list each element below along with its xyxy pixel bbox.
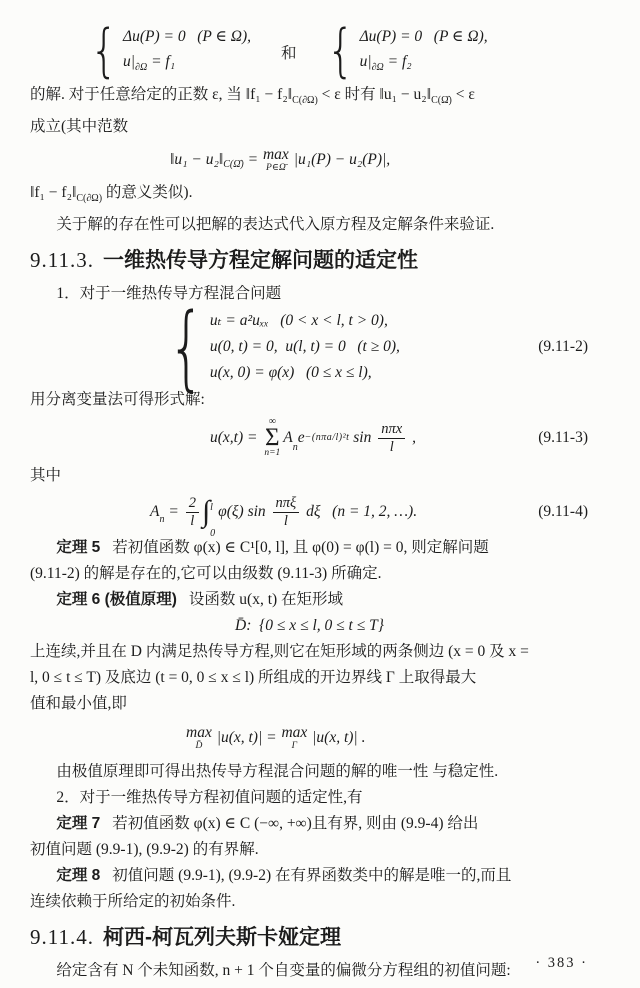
integral-icon: ∫ (201, 495, 211, 528)
section-number: 9.11.4. (30, 925, 94, 949)
text-run: 设函数 u(x, t) 在矩形域 (188, 591, 344, 608)
math-text: |u₁(P) − u₂(P)|, (289, 151, 391, 168)
fraction (186, 495, 199, 529)
text-run: 的意义类似). (102, 184, 193, 201)
domain-line (235, 613, 610, 639)
theorem-7-line (30, 837, 610, 863)
series-solution-equation (210, 413, 610, 463)
integral-limits (210, 495, 216, 539)
math-text: u| (359, 53, 372, 70)
subscript: C(∂Ω) (76, 193, 103, 204)
theorem-6-line (30, 665, 610, 691)
fraction (273, 495, 300, 529)
max-text: max (262, 145, 289, 163)
theorem-5-line (30, 535, 610, 561)
math-text: Δu(P) = 0 (P ∈ Ω), (359, 28, 488, 45)
system-line (123, 49, 251, 80)
system-lines (360, 24, 488, 80)
summation-symbol (264, 417, 280, 459)
section-title: 柯西-柯瓦列夫斯卡娅定理 (102, 926, 341, 949)
math-text: u| (123, 53, 136, 70)
math-text: ‖f₁ − f₂‖ (30, 184, 77, 201)
text-run: 成立(其中范数 (30, 118, 129, 135)
laplace-system-left (90, 18, 252, 85)
theorem-label: 定理 8 (56, 867, 101, 884)
math-text: , (408, 429, 416, 446)
text-run: 初值问题 (9.9-1), (9.9-2) 在有界函数类中的解是唯一的,而且 (112, 867, 512, 884)
text-run: 给定含有 N 个未知函数, n + 1 个自变量的偏微分方程组的初值问题: (56, 962, 511, 979)
sum-lower-limit: n=1 (264, 448, 281, 459)
section-number: 9.11.3. (30, 248, 94, 272)
equation-line (210, 334, 400, 360)
text-run: 其中 (30, 467, 62, 484)
text-run: (9.11-2) 的解是存在的,它可以由级数 (9.11-3) 所确定. (30, 565, 382, 582)
fraction-denominator: l (389, 438, 394, 455)
theorem-6-line (30, 691, 610, 717)
math-text: φ(ξ) sin (218, 503, 270, 520)
math-text: e (297, 429, 305, 446)
max-operator (186, 725, 212, 752)
math-text: = f₂ (383, 53, 412, 70)
section-heading-9-11-3 (30, 247, 610, 274)
max-limit: D̄ (195, 741, 203, 751)
math-text: |u(x, t)| . (308, 729, 366, 746)
fraction (378, 421, 405, 455)
coefficient-equation (150, 489, 610, 539)
equation-line (210, 360, 400, 386)
max-operator (263, 147, 289, 174)
text-run: 的解. 对于任意给定的正数 ε, 当 ‖f₁ − f₂‖ (30, 86, 293, 103)
paragraph-line (30, 958, 610, 984)
exponent: −(nπa/l)²t (304, 432, 350, 443)
fraction-numerator: nπx (378, 421, 405, 439)
math-text: = (243, 151, 262, 168)
equation-lines (210, 308, 400, 386)
equation-number: (9.11-3) (538, 429, 588, 446)
sigma-icon: Σ (265, 424, 280, 452)
system-line (123, 24, 251, 49)
left-brace: { (90, 18, 118, 85)
max-principle-equation (185, 717, 610, 759)
math-text: u(0, t) = 0, u(l, t) = 0 (t ≥ 0), (209, 338, 400, 355)
paragraph-line (30, 212, 610, 238)
text-run: < ε (451, 86, 475, 103)
subscript: C(∂Ω) (292, 95, 318, 106)
theorem-8-line (30, 863, 610, 889)
text-run: 由极值原理即可得出热传导方程混合问题的解的唯一性 与稳定性. (56, 763, 499, 780)
theorem-6-line (30, 587, 610, 613)
section-heading-9-11-4 (30, 924, 610, 951)
mixed-problem-equation (168, 292, 610, 402)
paragraph-line (30, 180, 610, 212)
system-line (360, 49, 488, 80)
section-title: 一维热传导方程定解问题的适定性 (102, 249, 418, 272)
integral-lower-limit: 0 (210, 528, 216, 539)
paragraph-line (30, 759, 610, 785)
theorem-label: 定理 5 (56, 539, 101, 556)
equation-line (210, 308, 400, 334)
system-lines (123, 24, 251, 80)
text-run: 2．对于一维热传导方程初值问题的适定性,有 (56, 789, 363, 806)
math-text: A (150, 503, 160, 520)
fraction-denominator: l (283, 512, 288, 529)
laplace-system-right (326, 18, 488, 85)
list-item (30, 281, 610, 307)
subscript: ∂Ω (135, 62, 148, 73)
left-brace: { (168, 292, 205, 402)
list-item (30, 785, 610, 811)
theorem-8-line (30, 889, 610, 915)
fraction-denominator: l (190, 512, 195, 529)
text-run: 值和最小值,即 (30, 695, 127, 712)
left-brace: { (326, 18, 355, 85)
math-text: D̄: {0 ≤ x ≤ l, 0 ≤ t ≤ T} (235, 617, 384, 634)
max-text: max (186, 723, 212, 741)
and-connector: 和 (281, 45, 297, 62)
system-line (360, 24, 488, 49)
math-text: = f₁ (147, 53, 176, 70)
theorem-label: 定理 6 (极值原理) (56, 591, 177, 608)
paragraph-line (30, 387, 610, 413)
subscript: ∂Ω (371, 62, 384, 73)
max-limit: P∈Ω̄ (266, 163, 286, 173)
theorem-label: 定理 7 (56, 815, 101, 832)
integral-upper-limit: l (210, 502, 213, 513)
text-run: 连续依赖于所给定的初始条件. (30, 893, 236, 910)
text-run: l, 0 ≤ t ≤ T) 及底边 (t = 0, 0 ≤ x ≤ l) 所组成的开边界线 Γ 上取得最大 (30, 669, 477, 686)
max-text: max (281, 723, 308, 741)
paragraph-line (30, 114, 610, 140)
subscript: C(Ω̄) (431, 95, 452, 106)
text-run: 若初值函数 φ(x) ∈ C (−∞, +∞)且有界, 则由 (9.9-4) 给出 (112, 815, 479, 832)
fraction-numerator: nπξ (273, 495, 300, 513)
sum-upper-limit: ∞ (268, 416, 276, 428)
text-run: 关于解的存在性可以把解的表达式代入原方程及定解条件来验证. (56, 216, 495, 233)
math-text: |u(x, t)| = (212, 729, 281, 746)
math-text: uₜ = a²uₓₓ (0 < x < l, t > 0), (209, 312, 388, 329)
paragraph-line (30, 463, 610, 489)
text-run: 若初值函数 φ(x) ∈ C¹[0, l], 且 φ(0) = φ(l) = 0, 则定解问题 (112, 539, 489, 556)
theorem-5-line (30, 561, 610, 587)
max-operator (281, 725, 307, 752)
theorem-7-line (30, 811, 610, 837)
equation-number: (9.11-2) (538, 338, 588, 355)
math-text: u(x, 0) = φ(x) (0 ≤ x ≤ l), (209, 364, 372, 381)
theorem-6-line (30, 639, 610, 665)
math-text: sin (349, 429, 376, 446)
math-text: dξ (n = 1, 2, …). (302, 503, 418, 520)
math-text: A (283, 429, 293, 446)
text-run: 上连续,并且在 D 内满足热传导方程,则它在矩形域的两条侧边 (x = 0 及 x = (30, 643, 529, 660)
equation-number: (9.11-4) (538, 503, 588, 520)
text-run: 初值问题 (9.9-1), (9.9-2) 的有界解. (30, 841, 259, 858)
page-number: · 383 · (535, 955, 588, 971)
fraction-numerator: 2 (186, 495, 199, 513)
dirichlet-systems-row (90, 18, 610, 85)
text-run: 1．对于一维热传导方程混合问题 (56, 285, 282, 302)
subscript: n (292, 442, 298, 453)
max-limit: Γ (291, 741, 298, 751)
math-text: = (164, 503, 183, 520)
subscript: C(Ω̄) (223, 159, 244, 170)
math-text: Δu(P) = 0 (P ∈ Ω), (123, 28, 252, 45)
paragraph-line (30, 82, 610, 114)
text-run: 用分离变量法可得形式解: (30, 391, 205, 408)
math-text: u(x,t) = (210, 429, 262, 446)
norm-definition-equation (170, 140, 610, 180)
subscript: n (159, 514, 165, 525)
text-run: < ε 时有 ‖u₁ − u₂‖ (317, 86, 432, 103)
math-text: ‖u₁ − u₂‖ (170, 151, 224, 168)
